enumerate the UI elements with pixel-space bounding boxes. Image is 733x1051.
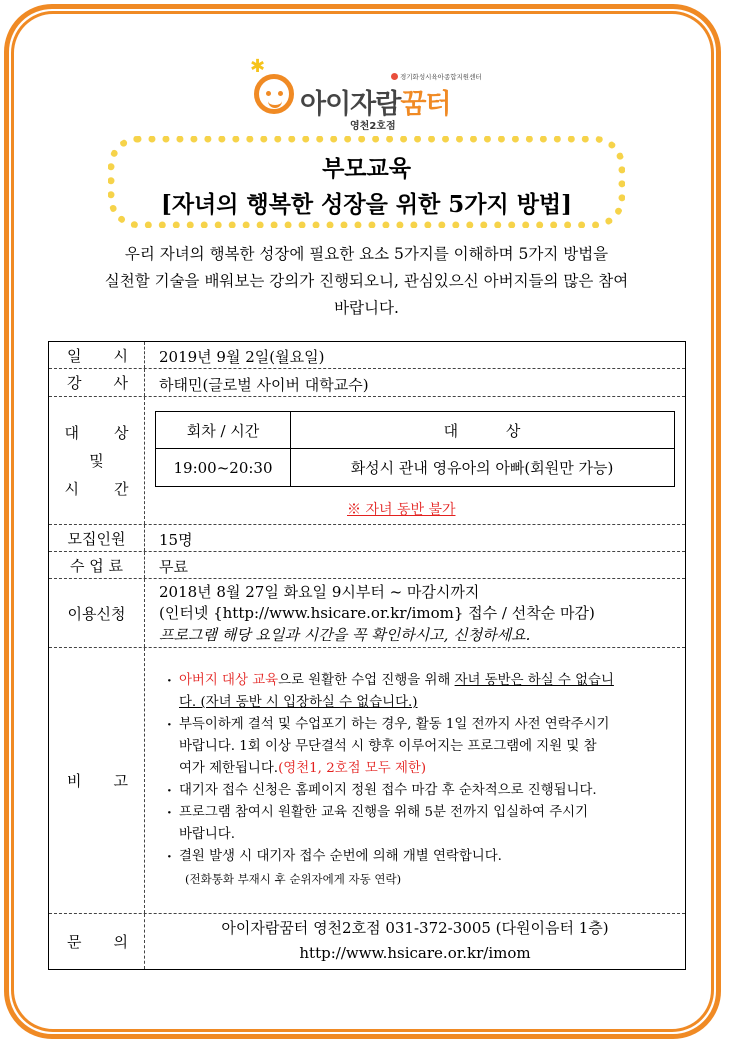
- value-fee: 무료: [159, 558, 188, 576]
- list-item: · 결원 발생 시 대기자 접수 순번에 의해 개별 연락합니다.: [165, 846, 675, 868]
- header-target: 대 상: [443, 421, 521, 440]
- logo: [246, 56, 496, 138]
- row-date: [49, 342, 685, 369]
- logo-name: 아이자람꿈터: [300, 89, 451, 120]
- value-capacity: 15명: [159, 531, 193, 549]
- list-item: · 아버지 대상 교육으로 원활한 수업 진행을 위해 자녀 동반은 하실 수 없습니 다. (자녀 동반 시 입장하실 수 없습니다.): [165, 670, 675, 714]
- label-target: 대 상 및 시 간: [49, 397, 145, 524]
- label-date: 일 시: [49, 342, 145, 368]
- row-contact: [49, 914, 685, 969]
- intro-text: [50, 241, 683, 322]
- list-item: · 대기자 접수 신청은 홈페이지 정원 접수 마감 후 순차적으로 진행됩니다.: [165, 780, 675, 802]
- header-time: 회차 / 시간: [186, 421, 260, 440]
- row-capacity: [49, 525, 685, 552]
- cell-time: 19:00~20:30: [173, 458, 273, 477]
- label-contact: 문 의: [49, 914, 145, 969]
- apply-period: 2018년 8월 27일 화요일 9시부터 ~ 마감시까지: [159, 583, 480, 601]
- logo-branch: 영천2호점: [350, 121, 396, 132]
- value-lecturer: 하태민(글로벌 사이버 대학교수): [159, 376, 369, 394]
- value-date: 2019년 9월 2일(월요일): [159, 348, 325, 366]
- remarks-list: [165, 670, 675, 890]
- label-lecturer: 강 사: [49, 369, 145, 396]
- remarks-footnote: (전화통화 부재시 후 순위자에게 자동 연락): [185, 872, 402, 886]
- intro-line: 바랍니다.: [334, 299, 399, 317]
- label-fee: 수 업 료: [49, 552, 145, 578]
- label-capacity: 모집인원: [49, 525, 145, 551]
- intro-line: 우리 자녀의 행복한 성장에 필요한 요소 5가지를 이해하며 5가지 방법을: [124, 245, 609, 263]
- contact-phone: 아이자람꿈터 영천2호점 031-372-3005 (다원이음터 1층): [221, 919, 609, 937]
- list-item: · 부득이하게 결석 및 수업포기 하는 경우, 활동 1일 전까지 사전 연락주시기 바랍니다. 1회 이상 무단결석 시 향후 이루어지는 프로그램에 지원 및 참 여가 제한됩니다.(영천1, 2호점 모두 제한): [165, 714, 675, 780]
- row-remarks: [49, 648, 685, 914]
- cell-target: 화성시 관내 영유아의 아빠(회원만 가능): [350, 459, 614, 477]
- list-item: · 프로그램 참여시 원활한 교육 진행을 위해 5분 전까지 입실하여 주시기 바랍니다.: [165, 802, 675, 846]
- label-remarks: 비 고: [49, 648, 145, 913]
- contact-url[interactable]: http://www.hsicare.or.kr/imom: [299, 944, 531, 962]
- star-icon: ✱: [250, 56, 266, 77]
- title-sub: [자녀의 행복한 성장을 위한 5가지 방법]: [160, 191, 573, 218]
- title-main: 부모교육: [322, 155, 411, 182]
- label-apply: 이용신청: [49, 579, 145, 647]
- logo-org: 경기화성시육아종합지원센터: [391, 72, 482, 81]
- info-table: [48, 341, 686, 970]
- row-fee: [49, 552, 685, 579]
- row-target: [49, 397, 685, 525]
- intro-line: 실천할 기술을 배워보는 강의가 진행되오니, 관심있으신 아버지들의 많은 참여: [104, 272, 629, 290]
- apply-method: (인터넷 {http://www.hsicare.or.kr/imom} 접수 / 선착순 마감): [159, 604, 595, 622]
- smiley-face-icon: [254, 74, 294, 114]
- row-apply: [49, 579, 685, 648]
- schedule-table: [155, 411, 675, 487]
- apply-notice: 프로그램 해당 요일과 시간을 꼭 확인하시고, 신청하세요.: [159, 626, 531, 644]
- no-children-note: ※ 자녀 동반 불가: [347, 502, 456, 518]
- row-lecturer: [49, 369, 685, 397]
- org-mark-icon: [391, 73, 398, 80]
